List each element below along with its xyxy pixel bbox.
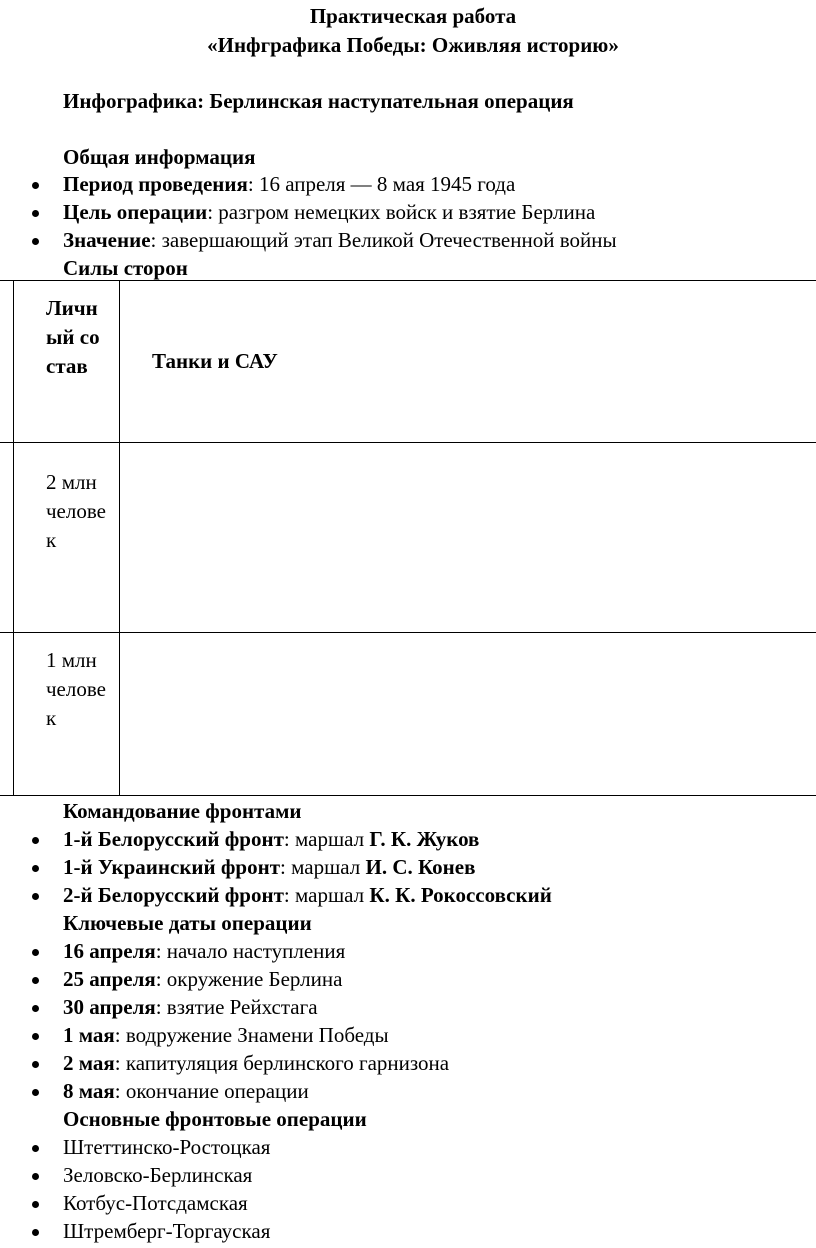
general-item: Значение: завершающий этап Великой Отечественной войны — [63, 228, 617, 252]
bullet-icon — [30, 210, 40, 220]
bullet-icon — [30, 238, 40, 248]
bullet-icon — [30, 1005, 40, 1015]
table-border — [119, 280, 120, 796]
bullet-icon — [30, 949, 40, 959]
header-line-1: Практическая работа — [309, 4, 517, 28]
bullet-icon — [30, 1229, 40, 1239]
command-item: 1-й Белорусский фронт: маршал Г. К. Жуков — [63, 827, 480, 851]
table-border — [0, 442, 816, 443]
general-item: Цель операции: разгром немецких войск и взятие Берлина — [63, 200, 596, 224]
date-item: 1 мая: водружение Знамени Победы — [63, 1023, 389, 1047]
date-item: 2 мая: капитуляция берлинского гарнизона — [63, 1051, 450, 1075]
date-item: 30 апреля: взятие Рейхстага — [63, 995, 318, 1019]
bullet-icon — [30, 1145, 40, 1155]
table-cell-personnel: 1 млн человек — [46, 648, 106, 730]
date-item: 8 мая: окончание операции — [63, 1079, 309, 1103]
bullet-icon — [30, 1089, 40, 1099]
dates-heading: Ключевые даты операции — [63, 911, 312, 935]
date-item: 25 апреля: окружение Берлина — [63, 967, 343, 991]
bullet-icon — [30, 1173, 40, 1183]
bullet-icon — [30, 1033, 40, 1043]
operations-heading: Основные фронтовые операции — [63, 1107, 367, 1131]
table-border — [0, 795, 816, 796]
command-item: 2-й Белорусский фронт: маршал К. К. Рокоссовский — [63, 883, 552, 907]
forces-heading: Силы сторон — [63, 256, 188, 280]
table-header-tanks: Танки и САУ — [152, 349, 278, 373]
bullet-icon — [30, 977, 40, 987]
table-header-personnel: Личный состав — [46, 296, 100, 378]
header-line-2: «Инфграфика Победы: Оживляя историю» — [207, 33, 619, 57]
bullet-icon — [30, 1061, 40, 1071]
table-border — [0, 280, 816, 281]
operation-item: Котбус-Потсдамская — [63, 1191, 248, 1215]
bullet-icon — [30, 837, 40, 847]
table-border — [13, 280, 14, 796]
bullet-icon — [30, 865, 40, 875]
operation-item: Зеловско-Берлинская — [63, 1163, 253, 1187]
infographic-title: Инфографика: Берлинская наступательная операция — [63, 89, 574, 113]
date-item: 16 апреля: начало наступления — [63, 939, 346, 963]
forces-table — [0, 280, 816, 796]
command-item: 1-й Украинский фронт: маршал И. С. Конев — [63, 855, 476, 879]
general-item: Период проведения: 16 апреля — 8 мая 1945 года — [63, 172, 516, 196]
operation-item: Штеттинско-Ростоцкая — [63, 1135, 271, 1159]
bullet-icon — [30, 182, 40, 192]
table-border — [0, 632, 816, 633]
bullet-icon — [30, 893, 40, 903]
command-heading: Командование фронтами — [63, 799, 302, 823]
operation-item: Штремберг-Торгауская — [63, 1219, 271, 1243]
bullet-icon — [30, 1201, 40, 1211]
general-heading: Общая информация — [63, 145, 256, 169]
table-cell-personnel: 2 млн человек — [46, 470, 106, 552]
